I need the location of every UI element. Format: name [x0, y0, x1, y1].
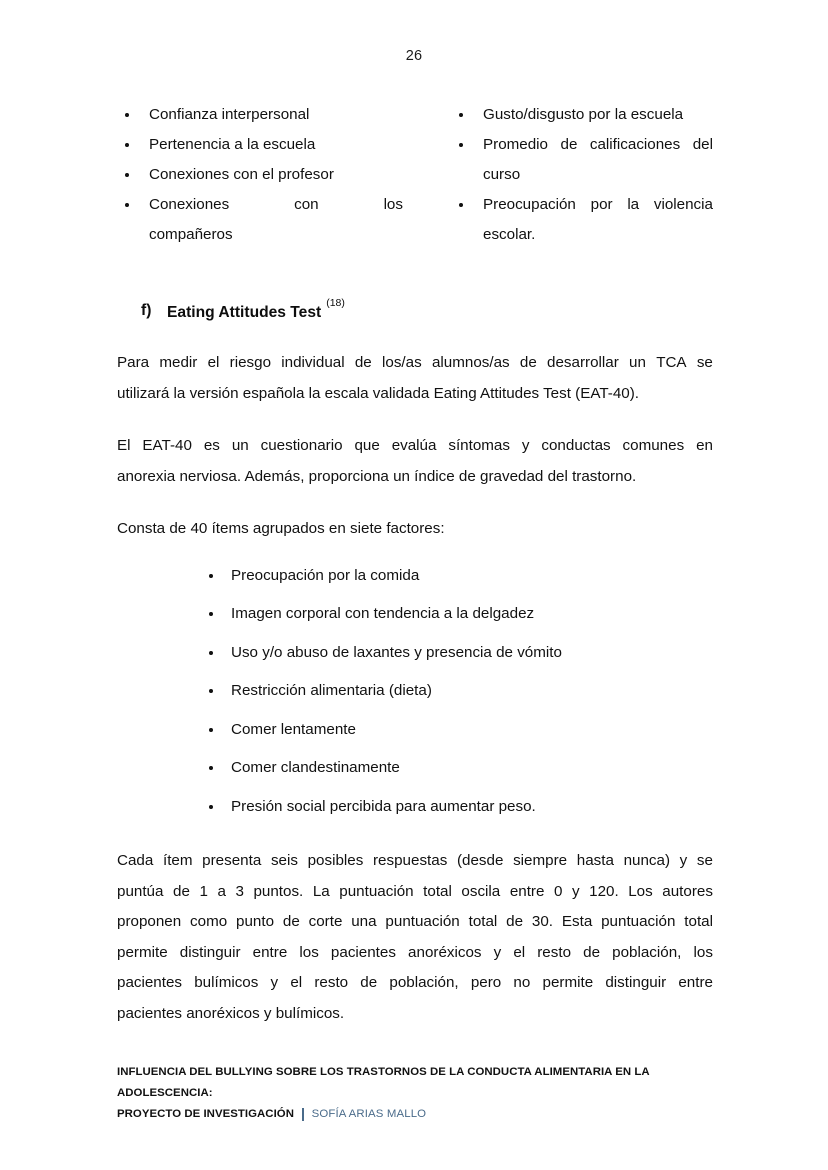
word: total	[423, 882, 452, 900]
word: y	[679, 852, 688, 870]
word: pero	[470, 974, 502, 992]
word: evalúa	[391, 437, 437, 455]
word: 0	[553, 882, 563, 900]
word: distinguir	[605, 974, 667, 992]
word: el	[207, 354, 220, 372]
word: TCA	[656, 354, 687, 372]
word: síntomas	[448, 437, 510, 455]
paragraph-line	[117, 907, 713, 938]
word: seis	[270, 852, 298, 870]
word: individual	[281, 354, 345, 372]
word: puntuación	[601, 913, 676, 931]
word: y	[493, 943, 502, 961]
paragraph-line	[117, 938, 713, 969]
section-heading	[141, 297, 713, 322]
word: los	[693, 943, 713, 961]
word: 120.	[589, 882, 619, 900]
word: nunca)	[623, 852, 671, 870]
paragraph-line	[117, 877, 713, 908]
page-content	[117, 100, 713, 1029]
list-item: Conexiones con el profesor	[117, 160, 403, 190]
word: y	[571, 882, 580, 900]
page-number: 26	[405, 48, 423, 64]
word: Para	[117, 354, 150, 372]
word: punto	[236, 913, 275, 931]
word: violencia	[653, 196, 713, 213]
word: puntos.	[253, 882, 304, 900]
word: distinguir	[179, 943, 241, 961]
word: población,	[612, 943, 682, 961]
word: posibles	[307, 852, 364, 870]
word: 3	[235, 882, 244, 900]
word: permite	[542, 974, 594, 992]
list-item: Presión social percibida para aumentar peso.	[205, 788, 713, 827]
word: y	[270, 974, 279, 992]
word: permite	[117, 943, 168, 961]
word: pacientes	[117, 974, 183, 992]
paragraph-3: Consta de 40 ítems agrupados en siete factores:	[117, 520, 445, 538]
word: hasta	[576, 852, 614, 870]
word: entre	[509, 882, 545, 900]
word: de	[354, 354, 372, 372]
word: un	[231, 437, 249, 455]
paragraph-2	[117, 431, 713, 492]
list-item-line: compañeros	[149, 226, 233, 243]
section-title-text: Eating Attitudes Test	[167, 304, 322, 322]
word: por	[590, 196, 613, 213]
footer-author: SOFÍA ARIAS MALLO	[311, 1108, 427, 1120]
word: conductas	[541, 437, 611, 455]
word: de	[360, 974, 378, 992]
factors-list	[117, 557, 713, 827]
word: ítem	[162, 852, 193, 870]
bullet-column-right	[427, 100, 713, 250]
paragraph-line	[117, 968, 713, 999]
word: medir	[159, 354, 198, 372]
list-item: Imagen corporal con tendencia a la delgadez	[205, 595, 713, 634]
list-item: Comer clandestinamente	[205, 749, 713, 788]
word: Cada	[117, 852, 154, 870]
word: se	[696, 354, 713, 372]
word: Esta	[561, 913, 593, 931]
word: los	[299, 943, 319, 961]
word: de	[173, 882, 190, 900]
word: El	[117, 437, 131, 455]
word: desarrollar	[547, 354, 619, 372]
word: a	[217, 882, 226, 900]
list-item: Pertenencia a la escuela	[117, 130, 403, 160]
word: un	[629, 354, 646, 372]
word: que	[354, 437, 380, 455]
list-item-line: curso	[483, 166, 521, 183]
word: el	[513, 943, 526, 961]
word: Los	[628, 882, 653, 900]
word: con	[294, 196, 319, 213]
word: como	[190, 913, 228, 931]
word: puntuación	[339, 882, 414, 900]
word: de	[583, 943, 601, 961]
word: total	[468, 913, 498, 931]
word: población,	[389, 974, 459, 992]
word: siempre	[513, 852, 568, 870]
footer-project-label: PROYECTO DE INVESTIGACIÓN	[117, 1108, 294, 1120]
word: pacientes	[330, 943, 396, 961]
list-item-line	[149, 190, 403, 220]
word: corte	[308, 913, 343, 931]
bullet-list-left	[117, 100, 403, 250]
list-item-line	[483, 190, 713, 220]
word: alumnos/as	[431, 354, 510, 372]
word: autores	[662, 882, 713, 900]
paragraph-line: utilizará la versión española la escala validada Eating Attitudes Test (EAT-40).	[117, 384, 640, 402]
word: puntuación	[385, 913, 460, 931]
word: EAT-40	[142, 437, 192, 455]
word: Preocupación	[483, 196, 576, 213]
reference-superscript: (18)	[326, 297, 345, 309]
word: 1	[199, 882, 208, 900]
word: Conexiones	[149, 196, 230, 213]
word: La	[312, 882, 330, 900]
list-item: Restricción alimentaria (dieta)	[205, 672, 713, 711]
word: y	[521, 437, 530, 455]
list-item-line: escolar.	[483, 226, 536, 243]
word: oscila	[461, 882, 501, 900]
bullet-column-left	[117, 100, 403, 250]
word: es	[203, 437, 220, 455]
word: los	[383, 196, 403, 213]
word: comunes	[622, 437, 685, 455]
page-footer	[117, 1062, 737, 1125]
word: de	[282, 913, 300, 931]
word: entre	[252, 943, 288, 961]
word: de	[519, 354, 537, 372]
paragraph-line	[117, 846, 713, 877]
list-item: Gusto/disgusto por la escuela	[451, 100, 713, 130]
word: una	[351, 913, 377, 931]
word: (desde	[456, 852, 504, 870]
list-item	[451, 190, 713, 250]
word: los/as	[382, 354, 422, 372]
paragraph-line: pacientes anoréxicos y bulímicos.	[117, 1004, 345, 1022]
word: resto	[314, 974, 349, 992]
list-item: Comer lentamente	[205, 711, 713, 750]
paragraph-line	[117, 348, 713, 379]
paragraph-4	[117, 846, 713, 1029]
paragraph-line	[117, 431, 713, 462]
section-marker: f)	[141, 302, 152, 319]
word: anoréxicos	[408, 943, 482, 961]
bullet-list-right	[451, 100, 713, 250]
list-item	[451, 130, 713, 190]
word: bulímicos	[194, 974, 259, 992]
list-item: Uso y/o abuso de laxantes y presencia de vómito	[205, 634, 713, 673]
list-item: Preocupación por la comida	[205, 557, 713, 596]
word: proponen	[117, 913, 182, 931]
word: en	[696, 437, 713, 455]
word: el	[290, 974, 303, 992]
word: se	[696, 852, 713, 870]
list-item	[117, 190, 403, 250]
word: la	[627, 196, 640, 213]
word: cuestionario	[260, 437, 343, 455]
word: respuestas	[373, 852, 448, 870]
paragraph-line: anorexia nerviosa. Además, proporciona un índice de gravedad del trastorno.	[117, 467, 637, 485]
word: no	[513, 974, 531, 992]
paragraph-1	[117, 348, 713, 409]
word: de	[506, 913, 524, 931]
word: presenta	[202, 852, 262, 870]
word: entre	[678, 974, 713, 992]
footer-subtitle-line	[117, 1104, 737, 1125]
word: 30.	[531, 913, 554, 931]
word: puntúa	[117, 882, 164, 900]
list-item: Confianza interpersonal	[117, 100, 403, 130]
word: resto	[537, 943, 572, 961]
two-column-bullet-block	[117, 100, 713, 250]
word: riesgo	[229, 354, 272, 372]
word: total	[684, 913, 713, 931]
section-title	[167, 297, 345, 322]
footer-divider	[302, 1108, 304, 1121]
list-item-line: Promedio de calificaciones del	[483, 136, 713, 153]
footer-title-line: INFLUENCIA DEL BULLYING SOBRE LOS TRASTORNOS DE LA CONDUCTA ALIMENTARIA EN LA ADOLESCENCIA:	[117, 1066, 650, 1099]
